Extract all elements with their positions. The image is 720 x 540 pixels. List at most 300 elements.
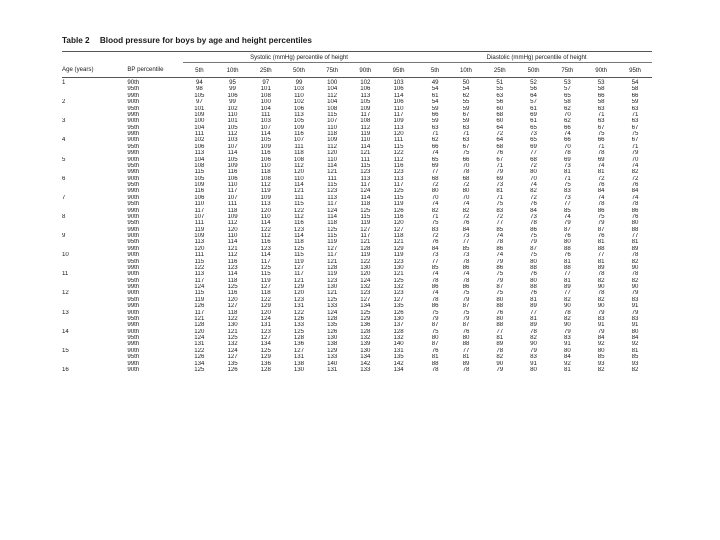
systolic-value: 106 bbox=[360, 86, 371, 93]
systolic-value: 120 bbox=[293, 169, 305, 176]
systolic-value: 125 bbox=[393, 188, 404, 195]
systolic-value: 121 bbox=[227, 245, 238, 252]
systolic-value: 121 bbox=[393, 271, 404, 278]
diastolic-value: 87 bbox=[431, 341, 439, 348]
systolic-value: 106 bbox=[393, 86, 404, 93]
diastolic-value: 61 bbox=[530, 105, 537, 112]
systolic-value: 119 bbox=[327, 271, 338, 278]
systolic-value: 102 bbox=[293, 99, 305, 106]
diastolic-percentile-header: 95th bbox=[618, 63, 652, 78]
diastolic-value: 71 bbox=[431, 213, 439, 220]
diastolic-value: 83 bbox=[631, 296, 639, 303]
systolic-value: 101 bbox=[260, 86, 271, 93]
diastolic-value: 75 bbox=[431, 328, 439, 335]
bp-percentile-cell: 90th bbox=[127, 213, 140, 220]
diastolic-value: 63 bbox=[631, 105, 639, 112]
systolic-value: 114 bbox=[393, 92, 404, 99]
systolic-value: 132 bbox=[393, 335, 404, 341]
diastolic-value: 73 bbox=[496, 182, 504, 188]
systolic-value: 125 bbox=[227, 284, 238, 290]
systolic-value: 113 bbox=[393, 175, 404, 182]
systolic-value: 104 bbox=[327, 86, 338, 93]
systolic-value: 109 bbox=[260, 143, 271, 150]
age-cell: 3 bbox=[62, 118, 66, 125]
diastolic-value: 65 bbox=[563, 92, 571, 99]
systolic-value: 106 bbox=[260, 156, 271, 163]
systolic-value: 126 bbox=[327, 328, 338, 335]
diastolic-value: 70 bbox=[530, 175, 537, 182]
diastolic-value: 71 bbox=[631, 143, 639, 150]
systolic-value: 112 bbox=[393, 156, 404, 163]
diastolic-value: 72 bbox=[431, 233, 439, 239]
systolic-value: 105 bbox=[194, 175, 205, 182]
systolic-value: 129 bbox=[293, 284, 305, 290]
bp-percentile-cell: 90th bbox=[127, 79, 140, 86]
systolic-value: 119 bbox=[360, 252, 371, 259]
systolic-value: 112 bbox=[327, 143, 338, 150]
systolic-value: 109 bbox=[260, 194, 271, 201]
diastolic-value: 93 bbox=[631, 360, 639, 367]
systolic-value: 112 bbox=[260, 182, 271, 188]
diastolic-value: 81 bbox=[597, 258, 605, 265]
diastolic-value: 88 bbox=[597, 245, 605, 252]
age-cell: 14 bbox=[62, 328, 69, 335]
systolic-value: 117 bbox=[360, 182, 371, 188]
systolic-value: 131 bbox=[393, 347, 404, 354]
systolic-value: 123 bbox=[260, 328, 271, 335]
systolic-value: 122 bbox=[194, 347, 205, 354]
diastolic-percentile-header: 10th bbox=[449, 63, 483, 78]
diastolic-value: 90 bbox=[597, 303, 605, 310]
systolic-value: 127 bbox=[293, 347, 305, 354]
bp-percentile-cell: 99th bbox=[127, 322, 140, 329]
diastolic-value: 86 bbox=[431, 303, 439, 310]
systolic-value: 115 bbox=[194, 290, 205, 297]
diastolic-value: 84 bbox=[462, 226, 470, 233]
diastolic-value: 66 bbox=[597, 92, 605, 99]
diastolic-value: 89 bbox=[530, 303, 537, 310]
diastolic-value: 81 bbox=[496, 188, 504, 195]
systolic-value: 127 bbox=[360, 296, 371, 303]
systolic-value: 116 bbox=[393, 162, 404, 169]
systolic-value: 136 bbox=[260, 360, 271, 367]
systolic-value: 125 bbox=[227, 335, 238, 341]
diastolic-value: 63 bbox=[631, 118, 639, 125]
systolic-value: 129 bbox=[393, 245, 404, 252]
diastolic-value: 76 bbox=[563, 233, 571, 239]
systolic-percentile-header: 75th bbox=[316, 63, 349, 78]
bp-percentile-cell: 95th bbox=[127, 239, 140, 246]
systolic-value: 100 bbox=[327, 79, 338, 86]
diastolic-value: 74 bbox=[462, 271, 470, 278]
table-row bbox=[62, 367, 652, 373]
diastolic-value: 79 bbox=[530, 347, 537, 354]
diastolic-value: 77 bbox=[530, 150, 537, 157]
diastolic-value: 74 bbox=[496, 252, 504, 259]
systolic-value: 103 bbox=[293, 86, 305, 93]
systolic-value: 119 bbox=[360, 131, 371, 137]
systolic-value: 101 bbox=[227, 118, 238, 125]
systolic-value: 111 bbox=[194, 252, 204, 259]
diastolic-value: 83 bbox=[431, 226, 439, 233]
diastolic-value: 75 bbox=[496, 201, 504, 208]
diastolic-value: 88 bbox=[462, 341, 470, 348]
systolic-value: 127 bbox=[393, 226, 404, 233]
systolic-value: 111 bbox=[194, 220, 204, 227]
diastolic-value: 86 bbox=[530, 226, 537, 233]
bp-percentile-cell: 90th bbox=[127, 271, 140, 278]
diastolic-value: 78 bbox=[631, 201, 639, 208]
diastolic-value: 63 bbox=[431, 124, 439, 131]
diastolic-value: 69 bbox=[563, 156, 571, 163]
systolic-value: 123 bbox=[293, 296, 305, 303]
diastolic-value: 77 bbox=[563, 271, 571, 278]
diastolic-value: 80 bbox=[563, 239, 571, 246]
diastolic-value: 76 bbox=[530, 201, 537, 208]
bp-percentile-cell: 90th bbox=[127, 252, 140, 259]
diastolic-value: 74 bbox=[597, 194, 605, 201]
diastolic-value: 80 bbox=[563, 347, 571, 354]
systolic-value: 134 bbox=[360, 303, 371, 310]
diastolic-value: 79 bbox=[563, 220, 571, 227]
systolic-value: 97 bbox=[262, 79, 270, 86]
age-cell: 10 bbox=[62, 252, 69, 259]
diastolic-value: 78 bbox=[431, 296, 439, 303]
systolic-value: 120 bbox=[194, 328, 205, 335]
diastolic-value: 80 bbox=[530, 277, 537, 284]
age-cell: 6 bbox=[62, 175, 66, 182]
age-cell: 2 bbox=[62, 99, 66, 106]
systolic-group-header: Systolic (mmHg) percentile of height bbox=[183, 52, 416, 63]
diastolic-value: 87 bbox=[530, 245, 537, 252]
bp-percentile-cell: 99th bbox=[127, 150, 140, 157]
systolic-value: 118 bbox=[260, 169, 271, 176]
diastolic-value: 73 bbox=[530, 213, 537, 220]
diastolic-value: 74 bbox=[431, 201, 439, 208]
diastolic-value: 69 bbox=[597, 156, 605, 163]
diastolic-value: 79 bbox=[631, 150, 639, 157]
diastolic-value: 89 bbox=[597, 264, 605, 271]
diastolic-value: 80 bbox=[631, 220, 639, 227]
diastolic-value: 87 bbox=[431, 322, 439, 329]
bp-percentile-cell: 99th bbox=[127, 111, 140, 118]
systolic-percentile-header: 25th bbox=[249, 63, 282, 78]
systolic-value: 113 bbox=[194, 150, 205, 157]
diastolic-value: 65 bbox=[530, 137, 537, 144]
systolic-value: 105 bbox=[227, 156, 238, 163]
systolic-value: 125 bbox=[393, 277, 404, 284]
systolic-value: 121 bbox=[293, 277, 305, 284]
systolic-value: 122 bbox=[293, 207, 305, 214]
systolic-value: 95 bbox=[229, 79, 236, 86]
systolic-value: 123 bbox=[293, 226, 305, 233]
diastolic-value: 67 bbox=[597, 124, 605, 131]
diastolic-value: 83 bbox=[563, 188, 571, 195]
systolic-percentile-header: 5th bbox=[183, 63, 216, 78]
diastolic-value: 76 bbox=[597, 182, 605, 188]
diastolic-value: 56 bbox=[530, 86, 537, 93]
systolic-value: 120 bbox=[260, 309, 271, 316]
diastolic-value: 85 bbox=[431, 264, 439, 271]
systolic-value: 112 bbox=[227, 252, 238, 259]
bp-percentile-cell: 90th bbox=[127, 233, 140, 239]
diastolic-value: 81 bbox=[563, 258, 571, 265]
systolic-value: 128 bbox=[327, 264, 338, 271]
systolic-value: 122 bbox=[194, 264, 205, 271]
diastolic-value: 76 bbox=[530, 271, 537, 278]
diastolic-value: 90 bbox=[496, 360, 504, 367]
diastolic-value: 73 bbox=[530, 131, 537, 137]
diastolic-value: 79 bbox=[530, 239, 537, 246]
systolic-value: 113 bbox=[194, 239, 205, 246]
diastolic-value: 89 bbox=[462, 360, 470, 367]
diastolic-value: 75 bbox=[462, 290, 470, 297]
systolic-value: 94 bbox=[195, 79, 203, 86]
systolic-value: 125 bbox=[360, 309, 371, 316]
systolic-value: 116 bbox=[194, 188, 205, 195]
systolic-value: 107 bbox=[293, 137, 305, 144]
systolic-value: 115 bbox=[393, 194, 404, 201]
systolic-value: 104 bbox=[327, 99, 338, 106]
diastolic-value: 59 bbox=[431, 105, 439, 112]
systolic-value: 132 bbox=[360, 335, 371, 341]
systolic-value: 114 bbox=[294, 182, 304, 188]
systolic-value: 123 bbox=[327, 277, 338, 284]
diastolic-value: 84 bbox=[597, 188, 605, 195]
diastolic-value: 71 bbox=[563, 175, 571, 182]
diastolic-value: 80 bbox=[462, 188, 470, 195]
diastolic-value: 61 bbox=[431, 92, 439, 99]
diastolic-value: 78 bbox=[431, 277, 439, 284]
systolic-value: 125 bbox=[327, 296, 338, 303]
diastolic-value: 79 bbox=[631, 290, 639, 297]
diastolic-value: 81 bbox=[462, 354, 470, 361]
diastolic-value: 57 bbox=[530, 99, 537, 106]
systolic-value: 124 bbox=[260, 315, 271, 322]
systolic-value: 131 bbox=[293, 303, 305, 310]
diastolic-value: 78 bbox=[631, 271, 639, 278]
diastolic-value: 76 bbox=[431, 347, 439, 354]
systolic-value: 138 bbox=[327, 341, 338, 348]
diastolic-value: 91 bbox=[530, 360, 537, 367]
systolic-value: 120 bbox=[260, 207, 271, 214]
diastolic-value: 81 bbox=[431, 354, 439, 361]
systolic-value: 110 bbox=[194, 201, 205, 208]
systolic-value: 101 bbox=[194, 105, 205, 112]
systolic-value: 137 bbox=[393, 322, 404, 329]
diastolic-value: 77 bbox=[496, 328, 504, 335]
systolic-value: 114 bbox=[327, 162, 338, 169]
systolic-value: 116 bbox=[227, 258, 238, 265]
bp-percentile-column-header: BP percentile bbox=[120, 63, 182, 78]
diastolic-value: 82 bbox=[563, 296, 571, 303]
bp-percentile-cell: 95th bbox=[127, 258, 140, 265]
age-column-header: Age (years) bbox=[62, 63, 120, 78]
diastolic-value: 91 bbox=[597, 322, 605, 329]
systolic-value: 126 bbox=[393, 207, 404, 214]
diastolic-value: 75 bbox=[530, 252, 537, 259]
diastolic-value: 54 bbox=[462, 86, 470, 93]
diastolic-value: 86 bbox=[496, 245, 504, 252]
systolic-value: 121 bbox=[360, 150, 371, 157]
age-cell: 11 bbox=[62, 271, 69, 278]
diastolic-value: 91 bbox=[631, 322, 639, 329]
systolic-value: 116 bbox=[260, 150, 271, 157]
systolic-value: 115 bbox=[294, 252, 304, 259]
diastolic-value: 69 bbox=[496, 175, 504, 182]
systolic-value: 121 bbox=[293, 188, 305, 195]
systolic-value: 132 bbox=[227, 341, 238, 348]
diastolic-value: 82 bbox=[530, 335, 537, 341]
systolic-percentile-header: 90th bbox=[349, 63, 382, 78]
diastolic-value: 75 bbox=[431, 309, 439, 316]
diastolic-value: 62 bbox=[431, 137, 439, 144]
systolic-value: 111 bbox=[360, 156, 370, 163]
diastolic-value: 91 bbox=[631, 303, 639, 310]
diastolic-value: 84 bbox=[597, 335, 605, 341]
diastolic-value: 68 bbox=[496, 143, 504, 150]
diastolic-value: 76 bbox=[631, 182, 639, 188]
systolic-value: 126 bbox=[227, 366, 238, 373]
bp-percentile-cell: 99th bbox=[127, 92, 140, 99]
diastolic-value: 86 bbox=[496, 264, 504, 271]
diastolic-value: 72 bbox=[631, 175, 639, 182]
systolic-value: 117 bbox=[194, 277, 205, 284]
systolic-value: 116 bbox=[227, 290, 238, 297]
diastolic-value: 90 bbox=[563, 322, 571, 329]
diastolic-value: 82 bbox=[597, 296, 605, 303]
systolic-value: 99 bbox=[229, 99, 236, 106]
diastolic-value: 75 bbox=[530, 233, 537, 239]
systolic-value: 110 bbox=[260, 213, 271, 220]
diastolic-value: 88 bbox=[496, 303, 504, 310]
systolic-value: 110 bbox=[260, 162, 271, 169]
systolic-value: 122 bbox=[293, 309, 305, 316]
diastolic-value: 83 bbox=[563, 335, 571, 341]
diastolic-value: 62 bbox=[563, 105, 571, 112]
systolic-value: 103 bbox=[260, 118, 271, 125]
systolic-value: 117 bbox=[360, 111, 371, 118]
systolic-value: 123 bbox=[360, 290, 371, 297]
systolic-value: 129 bbox=[260, 303, 271, 310]
bp-percentile-cell: 90th bbox=[127, 156, 140, 163]
diastolic-value: 52 bbox=[530, 79, 537, 86]
diastolic-value: 85 bbox=[597, 354, 605, 361]
systolic-value: 125 bbox=[293, 328, 305, 335]
systolic-value: 109 bbox=[227, 213, 238, 220]
diastolic-value: 71 bbox=[462, 131, 470, 137]
systolic-value: 118 bbox=[393, 233, 404, 239]
systolic-value: 116 bbox=[294, 220, 304, 227]
systolic-value: 99 bbox=[229, 86, 236, 93]
diastolic-value: 81 bbox=[530, 296, 537, 303]
systolic-percentile-header: 95th bbox=[382, 63, 415, 78]
diastolic-value: 79 bbox=[496, 169, 504, 176]
diastolic-value: 78 bbox=[431, 366, 439, 373]
diastolic-value: 88 bbox=[530, 284, 537, 290]
systolic-value: 104 bbox=[194, 156, 205, 163]
systolic-value: 114 bbox=[327, 213, 338, 220]
diastolic-value: 59 bbox=[431, 118, 439, 125]
systolic-value: 121 bbox=[194, 315, 205, 322]
diastolic-value: 80 bbox=[431, 188, 439, 195]
diastolic-value: 71 bbox=[431, 131, 439, 137]
systolic-value: 104 bbox=[194, 124, 205, 131]
diastolic-value: 49 bbox=[431, 79, 439, 86]
diastolic-value: 74 bbox=[597, 162, 605, 169]
diastolic-percentile-header: 75th bbox=[550, 63, 584, 78]
systolic-value: 131 bbox=[293, 354, 305, 361]
systolic-value: 104 bbox=[260, 105, 271, 112]
diastolic-value: 85 bbox=[563, 207, 571, 214]
diastolic-value: 67 bbox=[462, 143, 470, 150]
systolic-value: 111 bbox=[194, 131, 204, 137]
systolic-value: 103 bbox=[393, 79, 404, 86]
diastolic-value: 78 bbox=[496, 239, 504, 246]
systolic-value: 109 bbox=[194, 182, 205, 188]
diastolic-value: 82 bbox=[597, 277, 605, 284]
systolic-value: 124 bbox=[360, 277, 371, 284]
systolic-value: 105 bbox=[227, 124, 238, 131]
systolic-value: 130 bbox=[393, 315, 404, 322]
bp-percentile-cell: 90th bbox=[127, 328, 140, 335]
systolic-value: 125 bbox=[260, 264, 271, 271]
systolic-value: 119 bbox=[260, 277, 271, 284]
diastolic-value: 62 bbox=[563, 118, 571, 125]
bp-percentile-cell: 95th bbox=[127, 182, 140, 188]
systolic-value: 117 bbox=[327, 252, 338, 259]
systolic-value: 117 bbox=[393, 182, 404, 188]
bp-percentile-cell: 99th bbox=[127, 284, 140, 290]
systolic-value: 130 bbox=[293, 366, 305, 373]
systolic-value: 119 bbox=[360, 220, 371, 227]
systolic-value: 131 bbox=[194, 341, 205, 348]
diastolic-value: 79 bbox=[597, 220, 605, 227]
systolic-value: 120 bbox=[393, 220, 404, 227]
document-page bbox=[62, 36, 652, 373]
diastolic-value: 53 bbox=[597, 79, 605, 86]
bp-percentile-cell: 90th bbox=[127, 194, 140, 201]
systolic-value: 127 bbox=[393, 296, 404, 303]
diastolic-value: 77 bbox=[431, 258, 439, 265]
systolic-value: 113 bbox=[327, 194, 338, 201]
systolic-value: 112 bbox=[294, 213, 304, 220]
diastolic-value: 91 bbox=[563, 341, 571, 348]
systolic-value: 119 bbox=[393, 201, 404, 208]
diastolic-value: 71 bbox=[597, 143, 605, 150]
diastolic-value: 74 bbox=[631, 194, 639, 201]
diastolic-value: 79 bbox=[597, 309, 605, 316]
diastolic-value: 71 bbox=[496, 162, 504, 169]
diastolic-value: 79 bbox=[496, 277, 504, 284]
diastolic-value: 77 bbox=[496, 220, 504, 227]
systolic-value: 132 bbox=[360, 284, 371, 290]
diastolic-value: 50 bbox=[462, 79, 470, 86]
systolic-value: 135 bbox=[393, 354, 404, 361]
diastolic-value: 66 bbox=[563, 124, 571, 131]
systolic-value: 100 bbox=[194, 118, 205, 125]
systolic-value: 128 bbox=[360, 245, 371, 252]
diastolic-value: 87 bbox=[496, 284, 504, 290]
systolic-value: 110 bbox=[327, 156, 338, 163]
bp-percentile-cell: 95th bbox=[127, 162, 140, 169]
diastolic-value: 79 bbox=[462, 296, 470, 303]
diastolic-value: 53 bbox=[563, 79, 571, 86]
diastolic-value: 78 bbox=[462, 169, 470, 176]
group-header-row bbox=[62, 52, 652, 63]
diastolic-value: 79 bbox=[496, 258, 504, 265]
diastolic-value: 84 bbox=[431, 245, 439, 252]
